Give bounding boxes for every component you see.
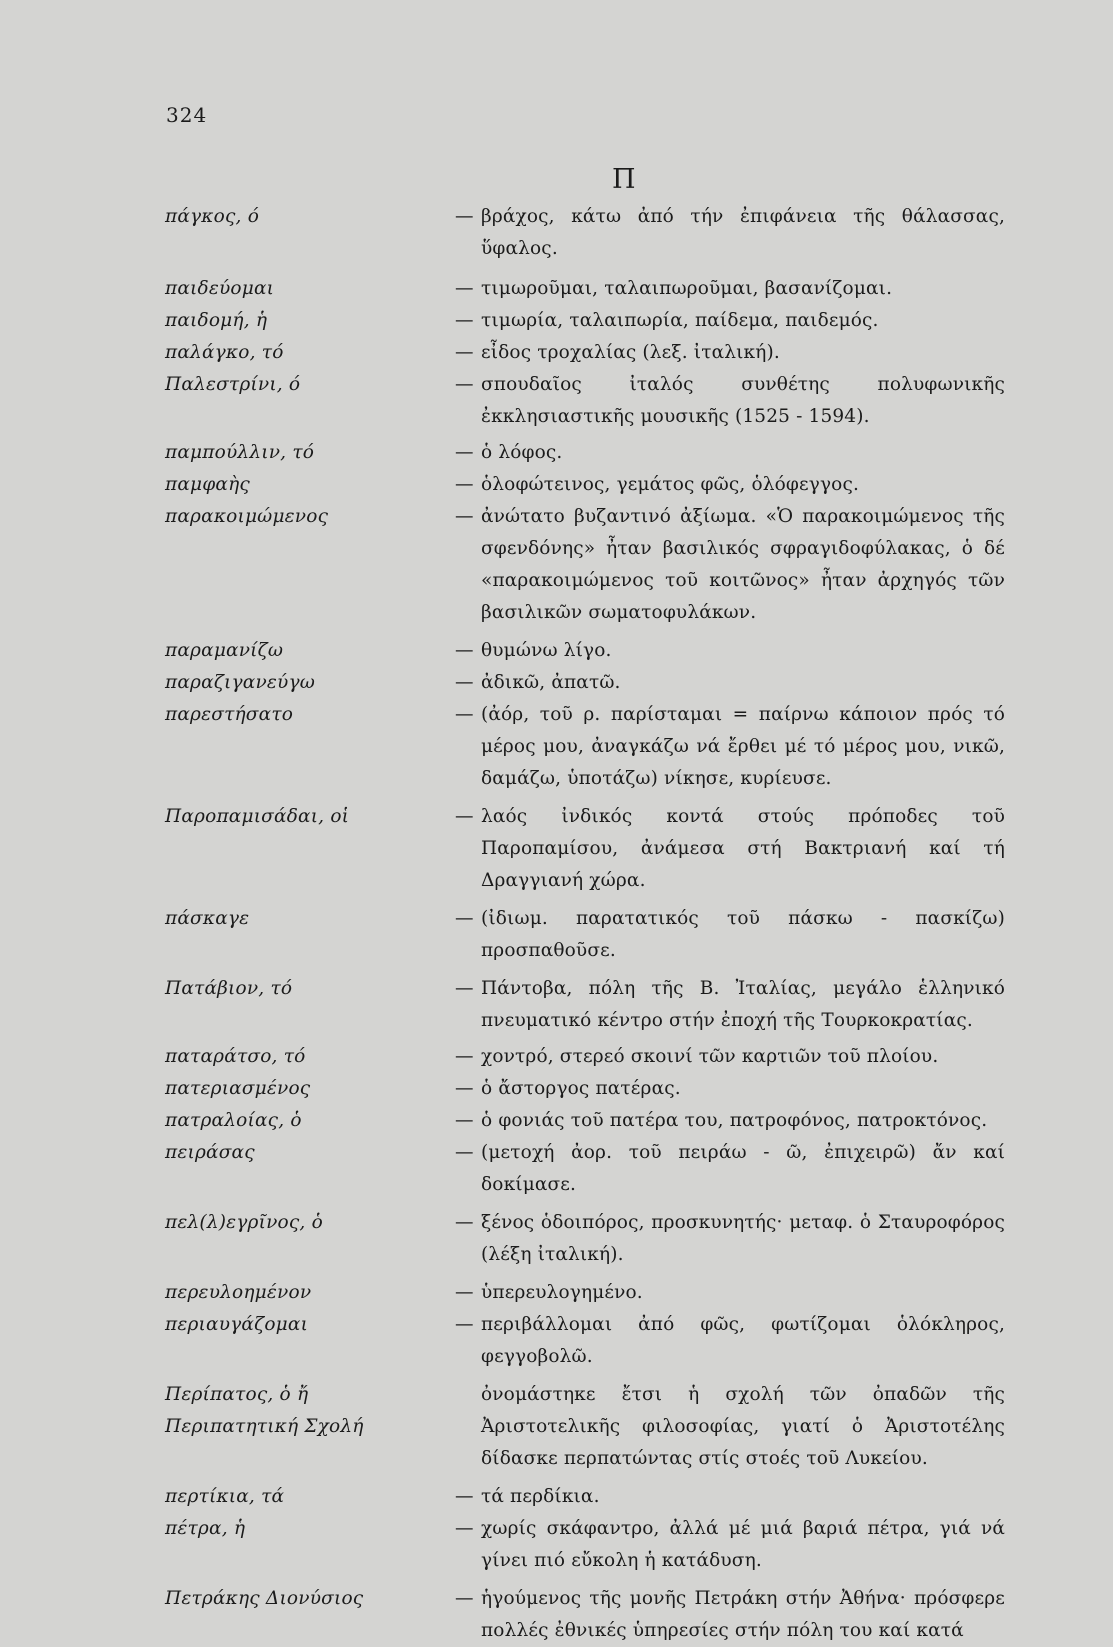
entry-definition: εἶδος τροχαλίας (λεξ. ἰταλική). <box>481 342 780 363</box>
entry-term: Πετράκης Διονύσιος <box>165 1588 364 1609</box>
entry-dash: — <box>455 1518 474 1539</box>
entry-dash: — <box>455 1046 474 1067</box>
entry-dash: — <box>455 806 474 827</box>
glossary-entry <box>165 501 1015 629</box>
glossary-entry <box>165 201 1015 265</box>
glossary-entry <box>165 1105 1015 1137</box>
entry-dash: — <box>455 1282 474 1303</box>
entry-dash: — <box>455 908 474 929</box>
entry-definition: ὁ φονιάς τοῦ πατέρα του, πατροφόνος, πατροκτόνος. <box>481 1110 988 1131</box>
glossary-entry <box>165 305 1015 337</box>
entry-term: πάγκος, ό <box>165 206 260 227</box>
entry-definition: ὁλοφώτεινος, γεμάτος φῶς, ὁλόφεγγος. <box>481 474 859 495</box>
entry-term: περιαυγάζομαι <box>165 1314 309 1335</box>
glossary-entry <box>165 437 1015 469</box>
entry-dash: — <box>455 1486 474 1507</box>
glossary-entry <box>165 635 1015 667</box>
entry-definition: τά περδίκια. <box>481 1486 600 1507</box>
glossary-entry <box>165 369 1015 433</box>
entry-definition: (ἰδιωμ. παρατατικός τοῦ πάσκω - πασκίζω) προσπαθοῦσε. <box>481 908 1005 961</box>
glossary-list <box>165 201 1015 1647</box>
glossary-entry <box>165 801 1015 897</box>
entry-term: παταράτσο, τό <box>165 1046 306 1067</box>
entry-definition: τιμωρία, ταλαιπωρία, παίδεμα, παιδεμός. <box>481 310 879 331</box>
entry-definition: ἀδικῶ, ἀπατῶ. <box>481 672 621 693</box>
glossary-entry <box>165 1379 1015 1475</box>
section-letter: Π <box>612 164 636 195</box>
glossary-entry <box>165 903 1015 967</box>
entry-definition: χοντρό, στερεό σκοινί τῶν καρτιῶν τοῦ πλοίου. <box>481 1046 939 1067</box>
glossary-entry <box>165 273 1015 305</box>
entry-term: πέτρα, ἡ <box>165 1518 246 1539</box>
entry-dash: — <box>455 1212 474 1233</box>
entry-term: Παροπαμισάδαι, οἱ <box>165 806 350 827</box>
entry-dash: — <box>455 1314 474 1335</box>
entry-dash: — <box>455 374 474 395</box>
entry-dash: — <box>455 206 474 227</box>
entry-dash: — <box>455 342 474 363</box>
entry-term: πελ(λ)εγρῖνος, ὁ <box>165 1212 323 1233</box>
entry-definition: ὁ λόφος. <box>481 442 563 463</box>
entry-term: παιδομή, ἡ <box>165 310 268 331</box>
entry-dash: — <box>455 672 474 693</box>
glossary-entry <box>165 337 1015 369</box>
entry-term: παμπούλλιν, τό <box>165 442 315 463</box>
glossary-entry <box>165 1041 1015 1073</box>
entry-definition: σπουδαῖος ἰταλός συνθέτης πολυφωνικῆς ἐκκλησιαστικῆς μουσικῆς (1525 - 1594). <box>481 374 1005 427</box>
entry-term: Περίπατος, ὁ ἤ Περιπατητική Σχολή <box>165 1384 364 1437</box>
entry-definition: περιβάλλομαι ἀπό φῶς, φωτίζομαι ὁλόκληρος, φεγγοβολῶ. <box>481 1314 1005 1367</box>
entry-dash: — <box>455 640 474 661</box>
glossary-entry <box>165 1309 1015 1373</box>
entry-term: Πατάβιον, τό <box>165 978 293 999</box>
entry-dash: — <box>455 278 474 299</box>
glossary-entry <box>165 1207 1015 1271</box>
entry-dash: — <box>455 1142 474 1163</box>
entry-definition: χωρίς σκάφαντρο, ἀλλά μέ μιά βαριά πέτρα, γιά νά γίνει πιό εὔκολη ἡ κατάδυση. <box>481 1518 1005 1571</box>
glossary-entry <box>165 1513 1015 1577</box>
entry-definition: θυμώνω λίγο. <box>481 640 612 661</box>
entry-term: πειράσας <box>165 1142 255 1163</box>
entry-term: παρακοιμώμενος <box>165 506 329 527</box>
entry-dash: — <box>455 1110 474 1131</box>
entry-term: Παλεστρίνι, ό <box>165 374 301 395</box>
entry-definition: τιμωροῦμαι, ταλαιπωροῦμαι, βασανίζομαι. <box>481 278 893 299</box>
glossary-entry <box>165 1073 1015 1105</box>
entry-definition: ἀνώτατο βυζαντινό ἀξίωμα. «Ὁ παρακοιμώμενος τῆς σφενδόνης» ἦταν βασιλικός σφραγιδοφύλακας, ὁ δέ «παρακοιμώμενος τοῦ κοιτῶνος» ἦταν ἀρχηγός τῶν βασιλικῶν σωματοφυλάκων. <box>481 506 1005 623</box>
entry-term: παραμανίζω <box>165 640 284 661</box>
entry-definition: ὀνομάστηκε ἔτσι ἡ σχολή τῶν ὀπαδῶν τῆς Ἀριστοτελικῆς φιλοσοφίας, γιατί ὁ Ἀριστοτέλης δίδασκε περπατώντας στίς στοές τοῦ Λυκείου. <box>481 1384 1005 1469</box>
glossary-entry <box>165 1137 1015 1201</box>
entry-term: παρεστήσατο <box>165 704 294 725</box>
entry-dash: — <box>455 978 474 999</box>
entry-definition: ἡγούμενος τῆς μονῆς Πετράκη στήν Ἀθήνα· πρόσφερε πολλές ἐθνικές ὑπηρεσίες στήν πόλη του καί κατά <box>481 1588 1005 1641</box>
glossary-entry <box>165 1481 1015 1513</box>
entry-dash: — <box>455 704 474 725</box>
entry-term: πατραλοίας, ὁ <box>165 1110 302 1131</box>
glossary-entry <box>165 1583 1015 1647</box>
entry-term: παιδεύομαι <box>165 278 275 299</box>
entry-term: παραζιγανεύγω <box>165 672 316 693</box>
entry-term: περτίκια, τά <box>165 1486 285 1507</box>
entry-dash: — <box>455 1588 474 1609</box>
entry-definition: (μετοχή ἀορ. τοῦ πειράω - ῶ, ἐπιχειρῶ) ἄν καί δοκίμασε. <box>481 1142 1005 1195</box>
entry-dash: — <box>455 474 474 495</box>
glossary-entry <box>165 469 1015 501</box>
glossary-entry <box>165 1277 1015 1309</box>
entry-definition: βράχος, κάτω ἀπό τήν ἐπιφάνεια τῆς θάλασσας, ὕφαλος. <box>481 206 1005 259</box>
entry-dash: — <box>455 442 474 463</box>
entry-term: πάσκαγε <box>165 908 250 929</box>
entry-definition: Πάντοβα, πόλη τῆς Β. Ἰταλίας, μεγάλο ἑλληνικό πνευματικό κέντρο στήν ἐποχή τῆς Τουρκοκρατίας. <box>481 978 1005 1031</box>
page-number: 324 <box>166 103 208 127</box>
entry-dash: — <box>455 506 474 527</box>
entry-definition: ὁ ἄστοργος πατέρας. <box>481 1078 681 1099</box>
entry-dash: — <box>455 310 474 331</box>
entry-dash: — <box>455 1078 474 1099</box>
entry-definition: ὑπερευλογημένο. <box>481 1282 643 1303</box>
glossary-entry <box>165 699 1015 795</box>
entry-definition: (ἀόρ, τοῦ ρ. παρίσταμαι = παίρνω κάποιον πρός τό μέρος μου, ἀναγκάζω νά ἔρθει μέ τό μέρος μου, νικῶ, δαμάζω, ὑποτάζω) νίκησε, κυρίευσε. <box>481 704 1005 789</box>
glossary-entry <box>165 973 1015 1037</box>
entry-definition: ξένος ὁδοιπόρος, προσκυνητής· μεταφ. ὁ Σταυροφόρος (λέξη ἰταλική). <box>481 1212 1005 1265</box>
entry-term: πατεριασμένος <box>165 1078 311 1099</box>
entry-definition: λαός ἰνδικός κοντά στούς πρόποδες τοῦ Παροπαμίσου, ἀνάμεσα στή Βακτριανή καί τή Δραγγιανή χώρα. <box>481 806 1005 891</box>
glossary-entry <box>165 667 1015 699</box>
entry-term: παμφαὴς <box>165 474 250 495</box>
entry-term: περευλοημένον <box>165 1282 312 1303</box>
entry-term: παλάγκο, τό <box>165 342 284 363</box>
